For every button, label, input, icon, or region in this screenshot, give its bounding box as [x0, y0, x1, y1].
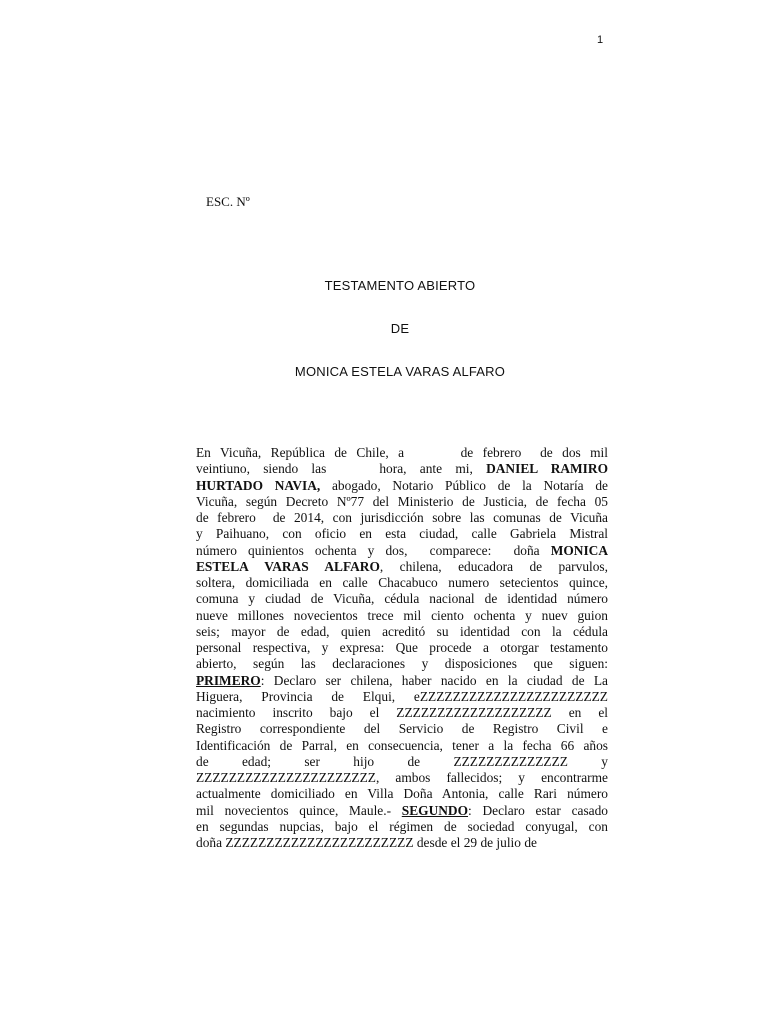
document-title-connector: DE: [390, 321, 410, 336]
body-text-segment: doña ZZZZZZZZZZZZZZZZZZZZZZZ desde el 29 de julio de: [196, 835, 537, 850]
body-text-segment: soltera, domiciliada en calle Chacabuco numero setecientos quince,: [196, 575, 608, 590]
body-text-segment: de edad; ser hijo de ZZZZZZZZZZZZZZ y: [196, 753, 608, 769]
emphasized-text: PRIMERO: [196, 672, 261, 688]
body-text-segment: seis; mayor de edad, quien acreditó su identidad con la cédula: [196, 623, 608, 639]
body-text-segment: Registro correspondiente del Servicio de Registro Civil e: [196, 721, 608, 737]
body-line: [196, 640, 608, 656]
body-text-segment: nueve millones novecientos trece mil ciento ochenta y nuev guion: [196, 607, 608, 623]
body-line: [196, 673, 608, 689]
emphasized-text: DANIEL RAMIRO: [486, 461, 608, 477]
body-line: [196, 478, 608, 494]
body-line: [196, 754, 608, 770]
body-line: [196, 656, 608, 672]
body-line: [196, 770, 608, 786]
testator-name-heading: MONICA ESTELA VARAS ALFARO: [294, 364, 506, 379]
body-line: [196, 494, 608, 510]
emphasized-text: HURTADO NAVIA,: [196, 477, 321, 493]
emphasized-text: SEGUNDO: [401, 802, 469, 818]
body-text-segment: Vicuña, según Decreto Nº77 del Ministerio de Justicia, de fecha 05: [196, 493, 608, 509]
body-text-segment: veintiuno, siendo las hora, ante mi,: [196, 461, 487, 477]
body-line: [196, 624, 608, 640]
body-line: [196, 819, 608, 835]
body-text-segment: ZZZZZZZZZZZZZZZZZZZZZZ, ambos fallecidos; y encontrarme: [196, 770, 608, 785]
body-line: [196, 575, 608, 591]
body-text-segment: : Declaro ser chilena, haber nacido en la ciudad de La: [260, 672, 608, 688]
body-text-segment: abierto, según las declaraciones y disposiciones que siguen:: [196, 656, 608, 672]
body-text-segment: y Paihuano, con oficio en esta ciudad, calle Gabriela Mistral: [196, 526, 608, 542]
body-text-segment: : Declaro estar casado: [468, 802, 608, 818]
body-line: [196, 835, 608, 851]
body-line: [196, 803, 608, 819]
body-line: [196, 445, 608, 461]
body-text-segment: , chilena, educadora de parvulos,: [379, 558, 608, 574]
body-line: [196, 461, 608, 477]
emphasized-text: MONICA: [550, 542, 608, 558]
testament-body: [196, 445, 608, 851]
body-text-segment: nacimiento inscrito bajo el ZZZZZZZZZZZZZZZZZZZ en el: [196, 705, 608, 720]
emphasized-text: ESTELA VARAS ALFARO: [196, 558, 380, 574]
body-text-segment: de febrero de 2014, con jurisdicción sobre las comunas de Vicuña: [196, 510, 608, 525]
document-title: TESTAMENTO ABIERTO: [324, 278, 476, 293]
body-line: [196, 689, 608, 705]
body-text-segment: En Vicuña, República de Chile, a de febrero de dos mil: [196, 445, 608, 460]
body-line: [196, 786, 608, 802]
body-line: [196, 543, 608, 559]
deed-number-label: ESC. Nº: [206, 194, 250, 209]
body-line: [196, 738, 608, 754]
body-line: [196, 608, 608, 624]
body-text-segment: abogado, Notario Público de la Notaría de: [320, 477, 608, 493]
body-line: [196, 591, 608, 607]
body-text-segment: en segundas nupcias, bajo el régimen de sociedad conyugal, con: [196, 818, 608, 834]
body-text-segment: mil novecientos quince, Maule.-: [196, 802, 402, 818]
body-text-segment: Higuera, Provincia de Elqui, eZZZZZZZZZZZZZZZZZZZZZZZ: [196, 688, 608, 704]
body-text-segment: número quinientos ochenta y dos, comparece: doña: [196, 542, 551, 558]
body-line: [196, 510, 608, 526]
page-number: 1: [597, 34, 604, 46]
body-text-segment: actualmente domiciliado en Villa Doña Antonia, calle Rari número: [196, 786, 608, 802]
body-line: [196, 705, 608, 721]
body-line: [196, 526, 608, 542]
body-text-segment: personal respectiva, y expresa: Que procede a otorgar testamento: [196, 640, 608, 655]
body-text-segment: comuna y ciudad de Vicuña, cédula nacional de identidad número: [196, 591, 608, 607]
body-line: [196, 559, 608, 575]
body-line: [196, 721, 608, 737]
body-text-segment: Identificación de Parral, en consecuencia, tener a la fecha 66 años: [196, 737, 608, 753]
